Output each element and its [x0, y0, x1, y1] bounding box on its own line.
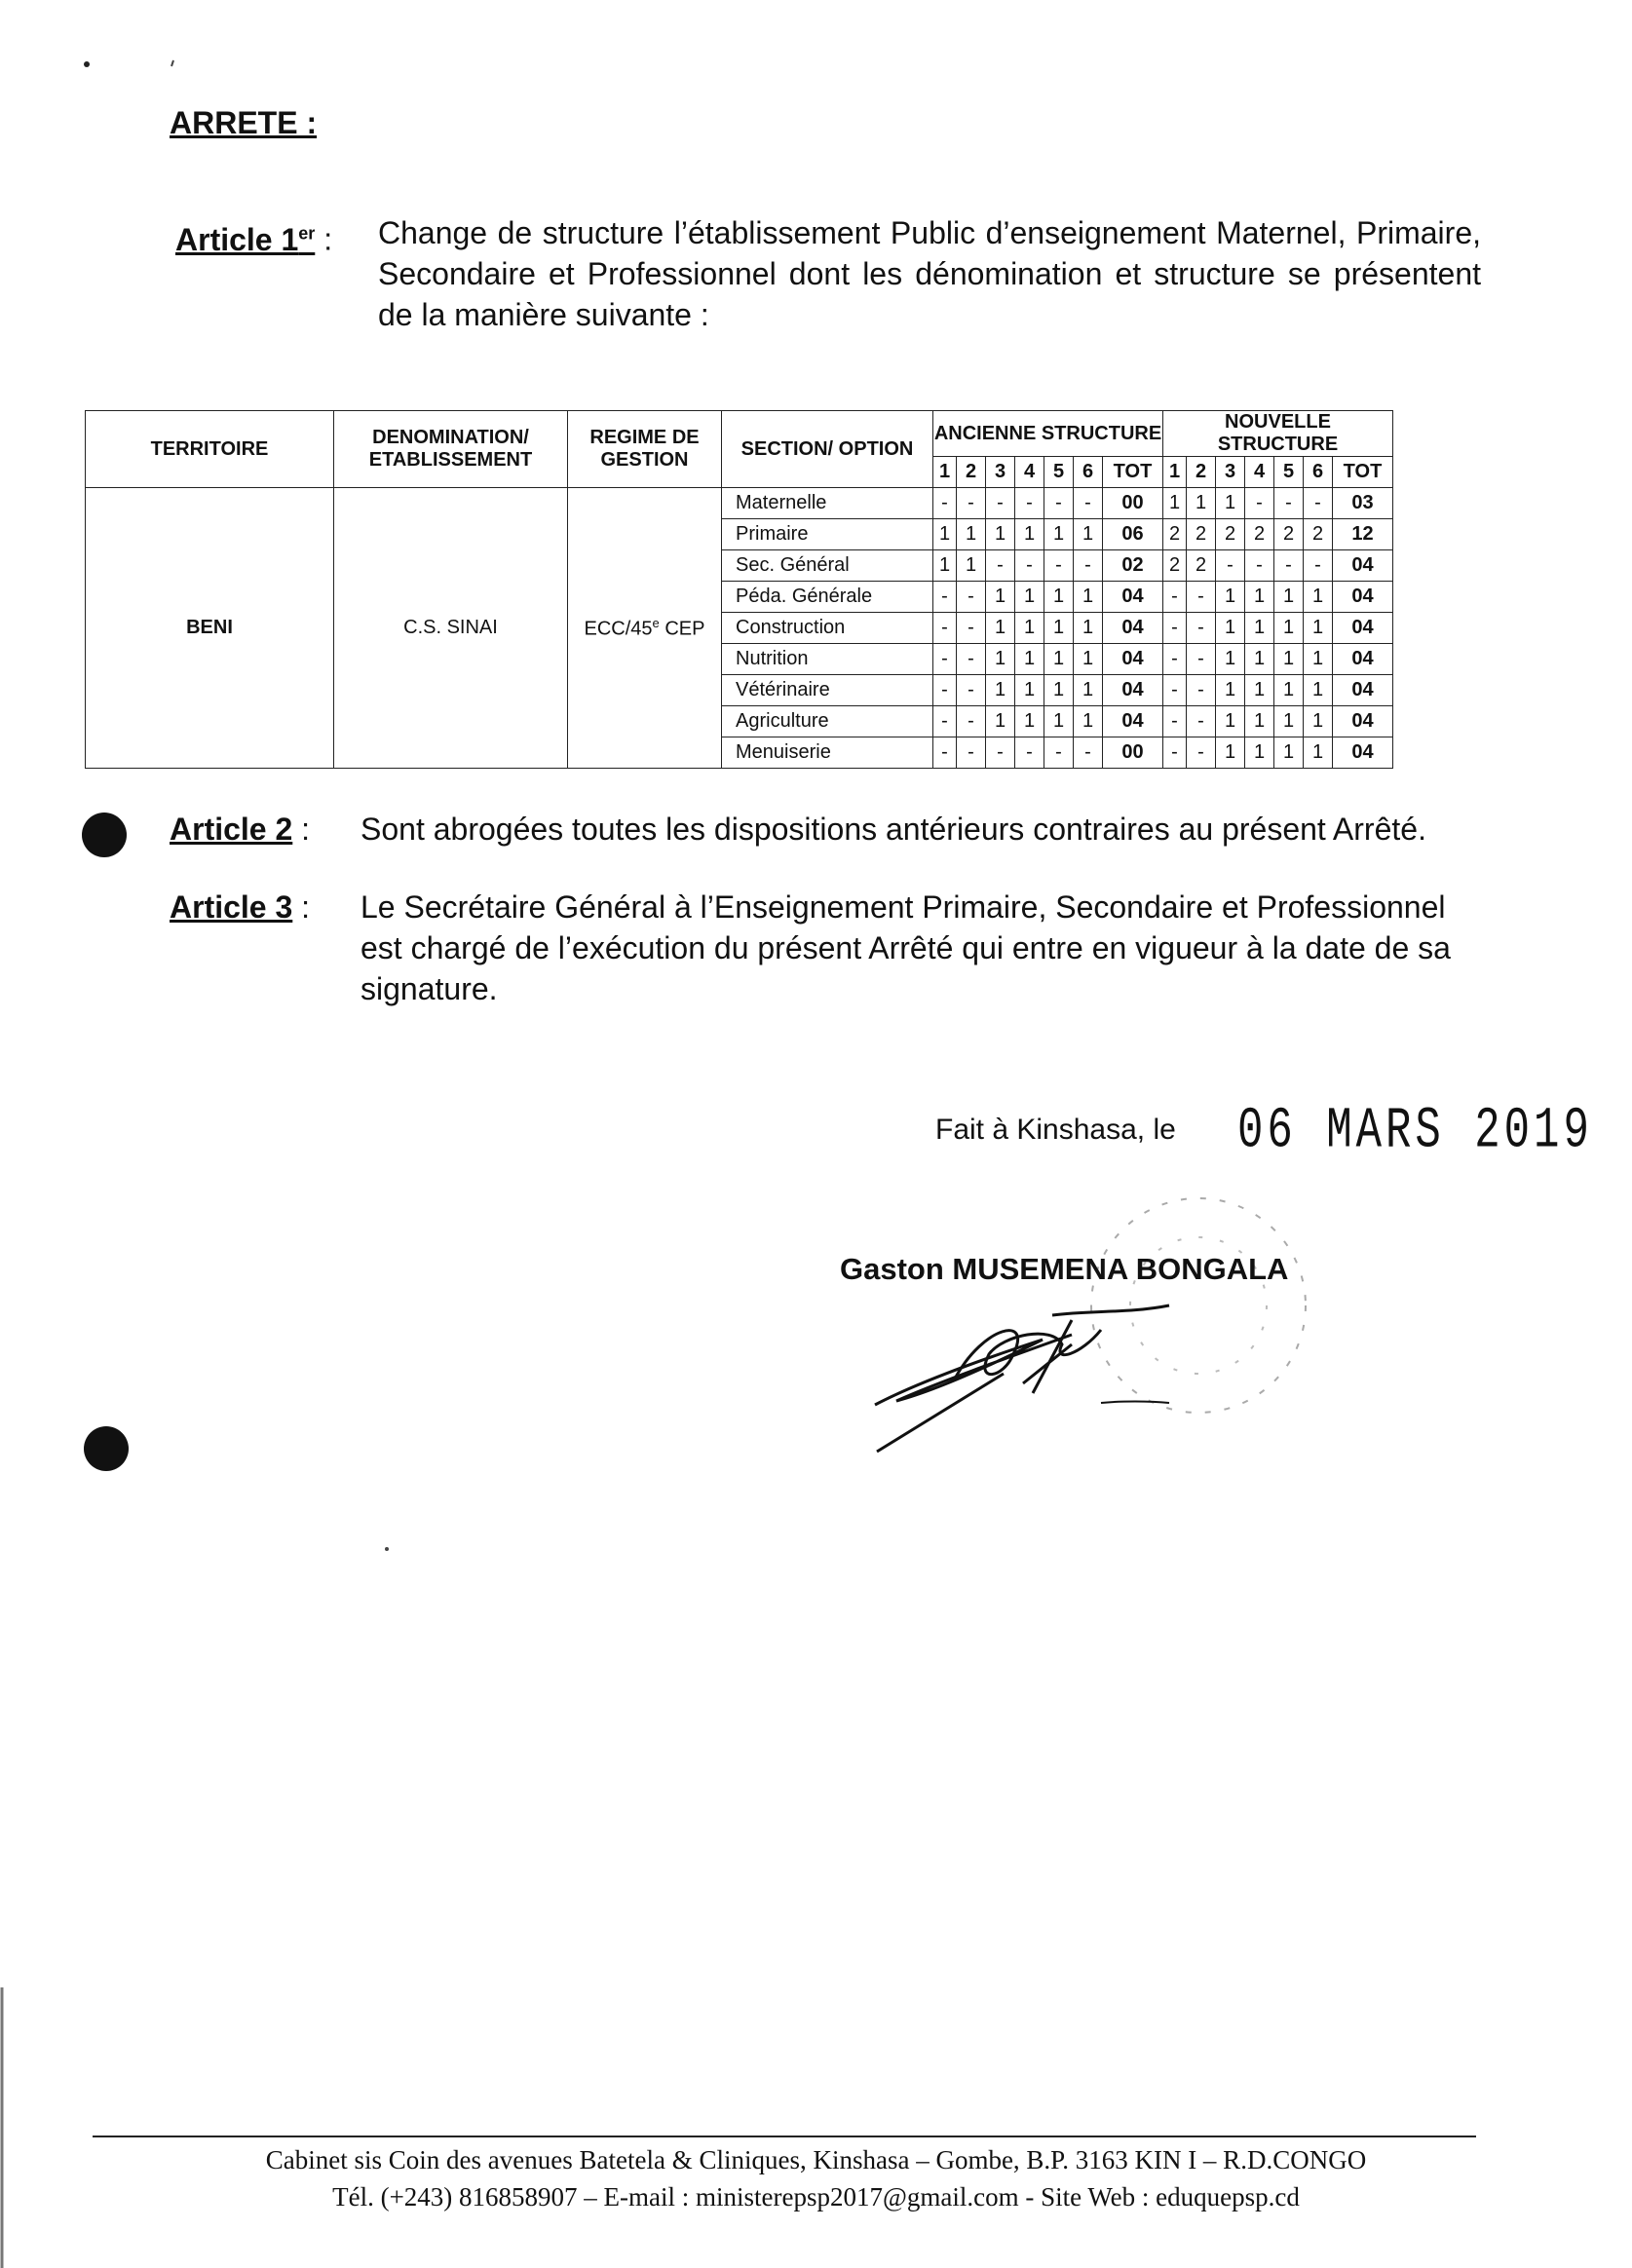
footer-rule — [93, 2136, 1476, 2137]
nouvelle-value-cell: 2 — [1274, 519, 1304, 550]
ancienne-value-cell: 04 — [1103, 675, 1163, 706]
nouvelle-value-cell: 12 — [1333, 519, 1393, 550]
ancienne-value-cell: 00 — [1103, 737, 1163, 769]
punch-hole — [82, 813, 127, 857]
ancienne-value-cell: 1 — [986, 675, 1015, 706]
article-2-text: Sont abrogées toutes les dispositions antérieurs contraires au présent Arrêté. — [361, 812, 1426, 847]
ancienne-value-cell: - — [957, 737, 986, 769]
ancienne-value-cell: 1 — [1015, 519, 1044, 550]
article-1-text: Change de structure l’établissement Public d’enseignement Maternel, Primaire, Secondaire et Professionnel dont les dénomination et structure se présentent de la manière suivante : — [378, 215, 1481, 332]
nouvelle-value-cell: 1 — [1304, 613, 1333, 644]
ancienne-value-cell: - — [1015, 550, 1044, 582]
nouvelle-col-header: 2 — [1187, 457, 1216, 488]
nouvelle-col-header: 5 — [1274, 457, 1304, 488]
ancienne-value-cell: 1 — [1015, 582, 1044, 613]
nouvelle-value-cell: 1 — [1274, 706, 1304, 737]
nouvelle-value-cell: 1 — [1245, 675, 1274, 706]
ancienne-value-cell: 1 — [933, 519, 957, 550]
footer-address: Cabinet sis Coin des avenues Batetela & Cliniques, Kinshasa – Gombe, B.P. 3163 KIN I – R.D.CONGO — [265, 2145, 1367, 2174]
ancienne-value-cell: 1 — [1074, 613, 1103, 644]
nouvelle-value-cell: 1 — [1216, 675, 1245, 706]
nouvelle-value-cell: 1 — [1304, 675, 1333, 706]
ancienne-value-cell: 06 — [1103, 519, 1163, 550]
ancienne-value-cell: - — [1074, 737, 1103, 769]
nouvelle-value-cell: 1 — [1274, 582, 1304, 613]
ancienne-value-cell: - — [1015, 737, 1044, 769]
ancienne-value-cell: - — [933, 675, 957, 706]
ancienne-value-cell: 1 — [1015, 675, 1044, 706]
ancienne-col-header: 1 — [933, 457, 957, 488]
ancienne-value-cell: 1 — [986, 644, 1015, 675]
header-ancienne: ANCIENNE STRUCTURE — [933, 411, 1163, 457]
nouvelle-value-cell: 1 — [1216, 582, 1245, 613]
nouvelle-value-cell: 1 — [1216, 613, 1245, 644]
article-1-label: Article 1er : — [175, 221, 333, 257]
nouvelle-value-cell: - — [1245, 488, 1274, 519]
ancienne-value-cell: - — [957, 488, 986, 519]
ancienne-value-cell: - — [1044, 488, 1074, 519]
nouvelle-value-cell: - — [1163, 582, 1187, 613]
nouvelle-value-cell: 1 — [1245, 644, 1274, 675]
ancienne-value-cell: 1 — [933, 550, 957, 582]
handwritten-signature — [857, 1286, 1208, 1461]
nouvelle-col-header: 3 — [1216, 457, 1245, 488]
nouvelle-value-cell: - — [1274, 488, 1304, 519]
nouvelle-col-header: 6 — [1304, 457, 1333, 488]
nouvelle-value-cell: 2 — [1245, 519, 1274, 550]
nouvelle-value-cell: - — [1274, 550, 1304, 582]
nouvelle-value-cell: 1 — [1304, 644, 1333, 675]
ancienne-value-cell: 1 — [986, 582, 1015, 613]
nouvelle-value-cell: - — [1245, 550, 1274, 582]
header-nouvelle: NOUVELLE STRUCTURE — [1163, 411, 1393, 457]
ancienne-col-header: 6 — [1074, 457, 1103, 488]
nouvelle-col-header: 4 — [1245, 457, 1274, 488]
nouvelle-value-cell: - — [1187, 582, 1216, 613]
nouvelle-value-cell: 1 — [1216, 644, 1245, 675]
option-cell: Agriculture — [722, 706, 933, 737]
header-territoire: TERRITOIRE — [86, 411, 334, 488]
ancienne-col-header: TOT — [1103, 457, 1163, 488]
ancienne-value-cell: - — [1015, 488, 1044, 519]
nouvelle-value-cell: 04 — [1333, 737, 1393, 769]
nouvelle-value-cell: - — [1187, 675, 1216, 706]
nouvelle-value-cell: - — [1304, 550, 1333, 582]
nouvelle-value-cell: 1 — [1245, 613, 1274, 644]
ancienne-value-cell: 02 — [1103, 550, 1163, 582]
ancienne-col-header: 2 — [957, 457, 986, 488]
header-denomination: DENOMINATION/ ETABLISSEMENT — [334, 411, 568, 488]
nouvelle-value-cell: 1 — [1245, 737, 1274, 769]
ancienne-value-cell: - — [957, 613, 986, 644]
option-cell: Sec. Général — [722, 550, 933, 582]
nouvelle-value-cell: - — [1163, 613, 1187, 644]
ancienne-col-header: 3 — [986, 457, 1015, 488]
ancienne-value-cell: 1 — [1044, 675, 1074, 706]
nouvelle-col-header: 1 — [1163, 457, 1187, 488]
nouvelle-value-cell: 1 — [1187, 488, 1216, 519]
ancienne-value-cell: - — [933, 582, 957, 613]
nouvelle-value-cell: - — [1163, 675, 1187, 706]
ancienne-value-cell: - — [1074, 488, 1103, 519]
nouvelle-value-cell: 1 — [1274, 737, 1304, 769]
nouvelle-value-cell: 1 — [1274, 644, 1304, 675]
table-row — [86, 488, 1393, 519]
option-cell: Primaire — [722, 519, 933, 550]
ancienne-value-cell: 1 — [1044, 613, 1074, 644]
option-cell: Péda. Générale — [722, 582, 933, 613]
nouvelle-value-cell: 1 — [1245, 582, 1274, 613]
option-cell: Nutrition — [722, 644, 933, 675]
ancienne-value-cell: - — [933, 488, 957, 519]
nouvelle-value-cell: - — [1163, 644, 1187, 675]
nouvelle-value-cell: - — [1163, 706, 1187, 737]
ancienne-value-cell: 04 — [1103, 613, 1163, 644]
option-cell: Menuiserie — [722, 737, 933, 769]
nouvelle-value-cell: 1 — [1274, 613, 1304, 644]
nouvelle-col-header: TOT — [1333, 457, 1393, 488]
nouvelle-value-cell: 04 — [1333, 613, 1393, 644]
article-3-text: Le Secrétaire Général à l’Enseignement Primaire, Secondaire et Professionnel est chargé de l’exécution du présent Arrêté qui entre en vigueur à la date de sa signature. — [361, 889, 1451, 1006]
ancienne-value-cell: 1 — [986, 706, 1015, 737]
footer-contact: Tél. (+243) 816858907 – E-mail : ministerepsp2017@gmail.com - Site Web : eduquepsp.cd — [332, 2182, 1300, 2211]
nouvelle-value-cell: 2 — [1163, 519, 1187, 550]
signer-name: Gaston MUSEMENA BONGALA — [840, 1252, 1289, 1286]
regime-cell: ECC/45e CEP — [568, 488, 722, 769]
ancienne-col-header: 5 — [1044, 457, 1074, 488]
ancienne-value-cell: 1 — [1074, 644, 1103, 675]
article-2-label: Article 2 — [170, 812, 293, 847]
ancienne-value-cell: 1 — [986, 519, 1015, 550]
option-cell: Construction — [722, 613, 933, 644]
nouvelle-value-cell: 1 — [1245, 706, 1274, 737]
ancienne-value-cell: - — [933, 613, 957, 644]
ancienne-value-cell: 1 — [1015, 613, 1044, 644]
nouvelle-value-cell: 2 — [1216, 519, 1245, 550]
nouvelle-value-cell: 04 — [1333, 644, 1393, 675]
nouvelle-value-cell: 1 — [1216, 737, 1245, 769]
option-cell: Maternelle — [722, 488, 933, 519]
ancienne-value-cell: 1 — [1015, 644, 1044, 675]
nouvelle-value-cell: 1 — [1163, 488, 1187, 519]
nouvelle-value-cell: 1 — [1304, 582, 1333, 613]
ancienne-value-cell: 04 — [1103, 644, 1163, 675]
header-section: SECTION/ OPTION — [722, 411, 933, 488]
ancienne-value-cell: 1 — [1074, 706, 1103, 737]
ancienne-value-cell: - — [986, 550, 1015, 582]
ancienne-value-cell: 1 — [1074, 675, 1103, 706]
ancienne-value-cell: - — [957, 644, 986, 675]
ancienne-value-cell: - — [986, 488, 1015, 519]
nouvelle-value-cell: - — [1304, 488, 1333, 519]
nouvelle-value-cell: 1 — [1216, 706, 1245, 737]
ancienne-value-cell: 1 — [1044, 582, 1074, 613]
ancienne-value-cell: - — [986, 737, 1015, 769]
nouvelle-value-cell: 1 — [1216, 488, 1245, 519]
nouvelle-value-cell: 1 — [1274, 675, 1304, 706]
ancienne-value-cell: - — [1044, 737, 1074, 769]
ancienne-value-cell: - — [1074, 550, 1103, 582]
nouvelle-value-cell: - — [1187, 737, 1216, 769]
nouvelle-value-cell: - — [1187, 644, 1216, 675]
option-cell: Vétérinaire — [722, 675, 933, 706]
ancienne-value-cell: 04 — [1103, 582, 1163, 613]
nouvelle-value-cell: 04 — [1333, 550, 1393, 582]
ancienne-value-cell: 1 — [1015, 706, 1044, 737]
ancienne-value-cell: 00 — [1103, 488, 1163, 519]
ancienne-value-cell: 1 — [957, 519, 986, 550]
ancienne-value-cell: - — [1044, 550, 1074, 582]
ancienne-value-cell: - — [933, 706, 957, 737]
article-3-label: Article 3 — [170, 889, 293, 925]
ancienne-value-cell: 1 — [1044, 519, 1074, 550]
nouvelle-value-cell: - — [1187, 706, 1216, 737]
nouvelle-value-cell: - — [1216, 550, 1245, 582]
ancienne-value-cell: 1 — [1074, 519, 1103, 550]
header-regime: REGIME DE GESTION — [568, 411, 722, 488]
territoire-cell: BENI — [86, 488, 334, 769]
nouvelle-value-cell: 2 — [1187, 519, 1216, 550]
ancienne-value-cell: 1 — [957, 550, 986, 582]
page-heading: ARRETE : — [170, 105, 318, 140]
ancienne-col-header: 4 — [1015, 457, 1044, 488]
ancienne-value-cell: 04 — [1103, 706, 1163, 737]
nouvelle-value-cell: 04 — [1333, 582, 1393, 613]
nouvelle-value-cell: - — [1187, 613, 1216, 644]
ancienne-value-cell: - — [957, 706, 986, 737]
place-line: Fait à Kinshasa, le — [935, 1114, 1176, 1146]
nouvelle-value-cell: 1 — [1304, 706, 1333, 737]
nouvelle-value-cell: 2 — [1304, 519, 1333, 550]
ancienne-value-cell: - — [957, 582, 986, 613]
nouvelle-value-cell: 03 — [1333, 488, 1393, 519]
ancienne-value-cell: 1 — [1044, 706, 1074, 737]
nouvelle-value-cell: 2 — [1163, 550, 1187, 582]
denomination-cell: C.S. SINAI — [334, 488, 568, 769]
nouvelle-value-cell: 1 — [1304, 737, 1333, 769]
ancienne-value-cell: 1 — [986, 613, 1015, 644]
structure-table — [85, 410, 1393, 769]
ancienne-value-cell: 1 — [1044, 644, 1074, 675]
ancienne-value-cell: - — [933, 737, 957, 769]
nouvelle-value-cell: 04 — [1333, 675, 1393, 706]
nouvelle-value-cell: - — [1163, 737, 1187, 769]
ancienne-value-cell: - — [933, 644, 957, 675]
nouvelle-value-cell: 2 — [1187, 550, 1216, 582]
date-stamp: 06 MARS 2019 — [1237, 1099, 1593, 1165]
punch-hole — [84, 1426, 129, 1471]
ancienne-value-cell: 1 — [1074, 582, 1103, 613]
nouvelle-value-cell: 04 — [1333, 706, 1393, 737]
ancienne-value-cell: - — [957, 675, 986, 706]
